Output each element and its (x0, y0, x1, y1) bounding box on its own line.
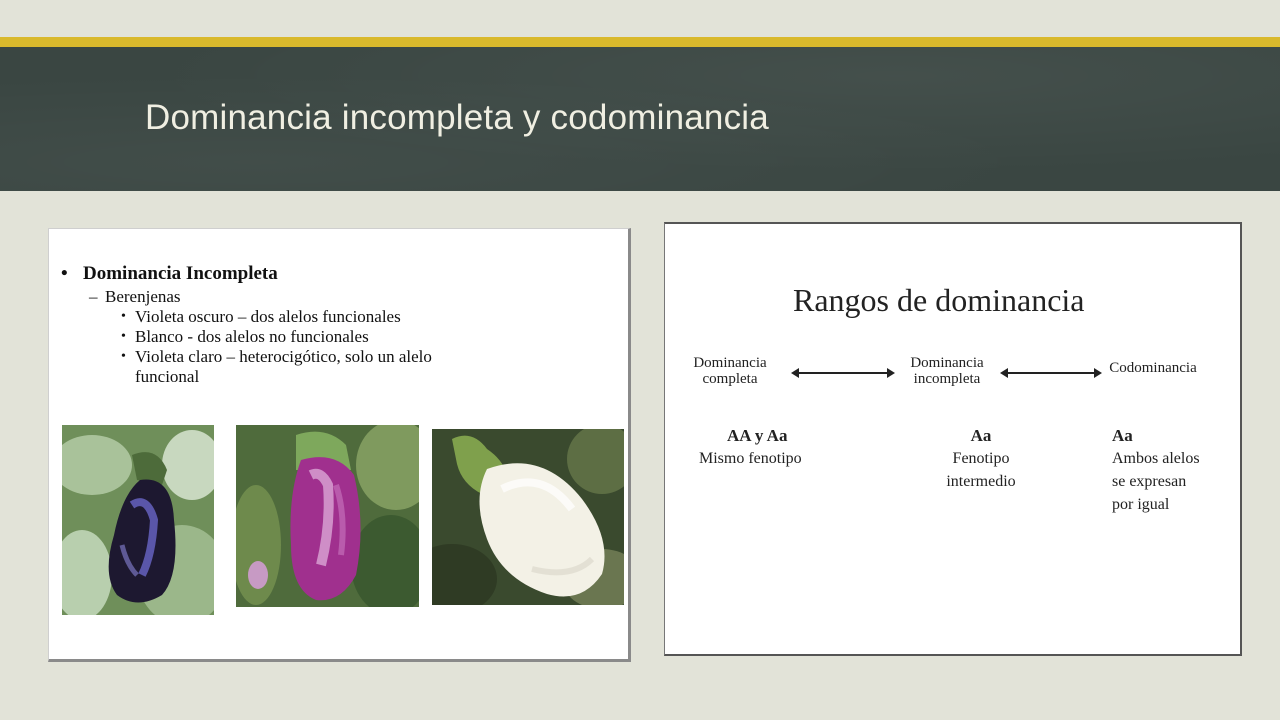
slide-title: Dominancia incompleta y codominancia (145, 98, 769, 137)
codominance-column (1112, 424, 1232, 516)
phenotype-description: Ambos alelos (1112, 450, 1200, 467)
phenotype-description: Fenotipo (952, 450, 1010, 467)
incomplete-dominance-label: Dominancia incompleta (910, 355, 984, 387)
phenotype-description: por igual (1112, 496, 1170, 513)
bullet-list (59, 263, 465, 387)
dark-purple-eggplant-photo (62, 425, 214, 615)
range-arrow-right (1008, 372, 1094, 374)
range-arrow-left (799, 372, 887, 374)
accent-bar (0, 37, 1280, 47)
genotype-label: Aa (970, 426, 992, 445)
codominance-label: Codominancia (1109, 360, 1197, 376)
light-purple-eggplant-photo (236, 425, 419, 607)
bullet-item: • Blanco - dos alelos no funcionales (59, 327, 465, 347)
white-eggplant-photo (432, 429, 624, 605)
complete-dominance-label: Dominancia completa (693, 355, 767, 387)
eggplant-image-panel (48, 228, 631, 662)
range-title: Rangos de dominancia (793, 282, 1085, 318)
bullet-subheading: – Berenjenas (59, 287, 465, 307)
complete-dominance-column (699, 424, 849, 470)
phenotype-description: se expresan (1112, 473, 1187, 490)
phenotype-description: Mismo fenotipo (699, 450, 802, 467)
genotype-label: Aa (1112, 426, 1133, 445)
genotype-label: AA y Aa (727, 426, 788, 445)
incomplete-dominance-column (921, 424, 1041, 493)
dominance-range-panel (664, 222, 1242, 656)
bullet-heading: • Dominancia Incompleta (59, 263, 465, 285)
bullet-item: • Violeta oscuro – dos alelos funcionales (59, 307, 465, 327)
phenotype-description: intermedio (946, 473, 1016, 490)
bullet-item: • Violeta claro – heterocigótico, solo un alelo funcional (59, 347, 465, 387)
